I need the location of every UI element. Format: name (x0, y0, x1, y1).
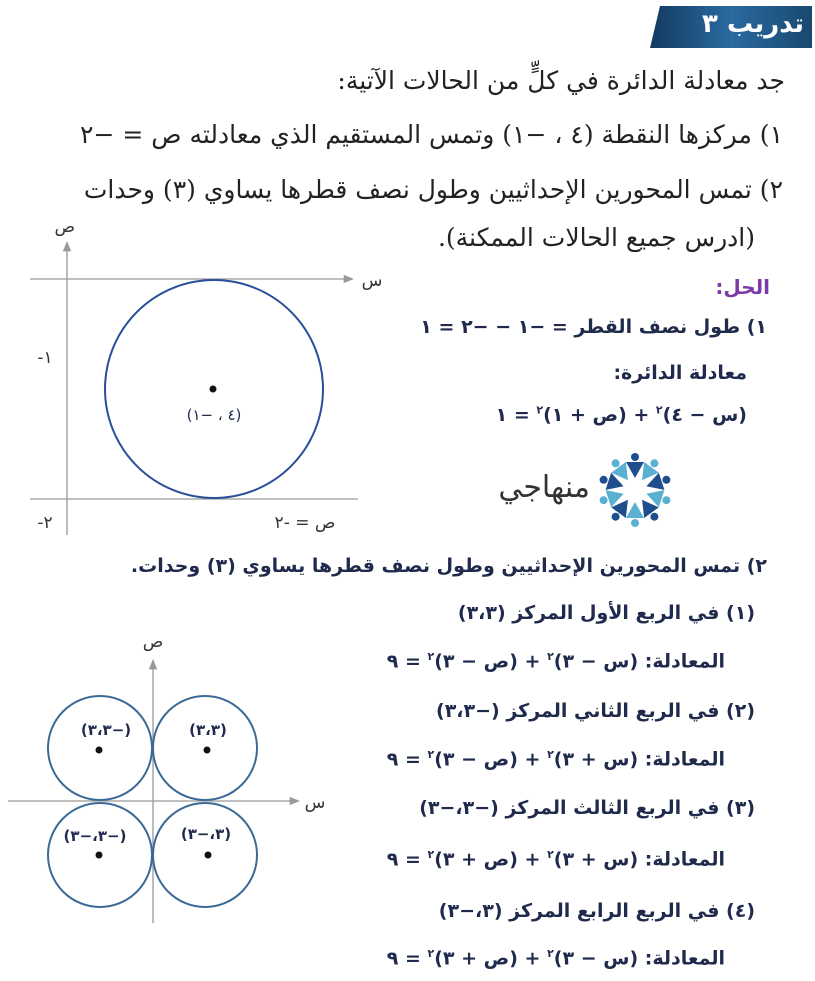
logo-figure-body (626, 502, 644, 518)
figure-2-four-circles (0, 625, 340, 935)
figure-1-tangent-circle (0, 210, 400, 550)
case-2-equation: المعادلة: (س + ٣)$^٢$ + (ص − ٣)$^٢$ = ٩ (386, 748, 725, 771)
fig1-line-label: ص = -٢ (274, 513, 336, 533)
logo-figure-head (600, 496, 608, 504)
case-4-equation: المعادلة: (س − ٣)$^٢$ + (ص + ٣)$^٢$ = ٩ (386, 947, 725, 970)
manahej-logo (480, 450, 675, 530)
logo-figure-body (626, 462, 644, 478)
fig2-x-label: س (304, 793, 326, 813)
case-3-equation: المعادلة: (س + ٣)$^٢$ + (ص + ٣)$^٢$ = ٩ (386, 848, 725, 871)
fig1-y-label: ص (54, 217, 75, 237)
fig2-label-q3: (−٣،−٣) (63, 827, 127, 845)
logo-figure-head (612, 513, 620, 521)
problem-item-2: ٢) تمس المحورين الإحداثيين وطول نصف قطرها يساوي (٣) وحدات (83, 175, 783, 204)
exercise-banner (650, 6, 812, 48)
problem-intro: جد معادلة الدائرة في كلٍّ من الحالات الآتية: (337, 66, 785, 95)
logo-figure-head (612, 459, 620, 467)
fig2-label-q1: (٣،٣) (189, 721, 227, 739)
fig1-tick-minus1: ١- (37, 348, 53, 368)
logo-figure-head (662, 476, 670, 484)
case-1-equation: المعادلة: (س − ٣)$^٢$ + (ص − ٣)$^٢$ = ٩ (386, 650, 725, 673)
fig2-center-q3 (96, 852, 103, 859)
fig2-center-q4 (205, 852, 212, 859)
logo-figure-head (650, 513, 658, 521)
fig2-label-q4: (٣،−٣) (180, 825, 232, 843)
logo-emblem-icon (595, 450, 675, 530)
case-2-title: (٢) في الربع الثاني المركز (−٣،٣) (436, 700, 755, 722)
logo-figure-head (631, 519, 639, 527)
fig2-label-q2: (−٣،٣) (80, 721, 132, 739)
logo-figure-head (631, 453, 639, 461)
case-4-title: (٤) في الربع الرابع المركز (٣،−٣) (438, 900, 755, 922)
fig2-y-label: ص (142, 632, 164, 652)
fig1-center-label: (٤ ، −١) (186, 406, 242, 424)
problem-item-1: ١) مركزها النقطة (٤ ، −١) وتمس المستقيم الذي معادلته ص = −٢ (80, 120, 783, 149)
fig1-tick-minus2: ٢- (37, 513, 53, 533)
fig1-center-point (210, 386, 217, 393)
case-3-title: (٣) في الربع الثالث المركز (−٣،−٣) (419, 797, 755, 819)
case-1-title: (١) في الربع الأول المركز (٣،٣) (457, 602, 755, 624)
circle-equation-label: معادلة الدائرة: (613, 362, 747, 384)
fig2-center-q1 (204, 747, 211, 754)
circle-equation-1: (س − ٤)$^٢$ + (ص + ١)$^٢$ = ١ (495, 404, 747, 427)
problem-item-2-note: (ادرس جميع الحالات الممكنة). (437, 223, 755, 252)
radius-calculation: ١) طول نصف القطر = −١ − −٢ = ١ (420, 316, 767, 338)
logo-figure-head (650, 459, 658, 467)
exercise-title: تدريب ٣ (702, 9, 804, 39)
part2-statement: ٢) تمس المحورين الإحداثيين وطول نصف قطرها يساوي (٣) وحدات. (130, 555, 767, 577)
logo-text: منهاجي (498, 470, 590, 505)
logo-figure-head (662, 496, 670, 504)
solution-heading: الحل: (715, 275, 770, 299)
fig2-center-q2 (96, 747, 103, 754)
fig1-x-label: س (361, 271, 383, 291)
logo-figure-head (600, 476, 608, 484)
